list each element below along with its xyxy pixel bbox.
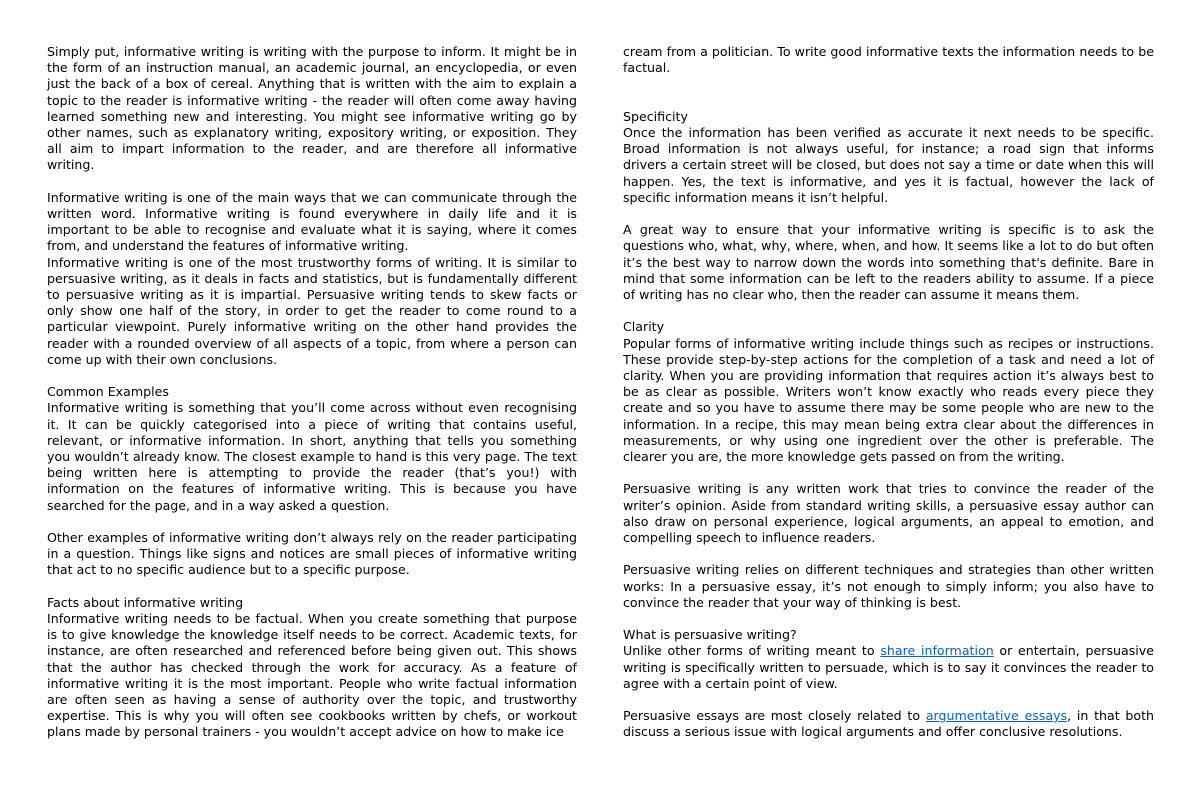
paragraph-gap [623,611,1154,627]
paragraph-informative-intro: Simply put, informative writing is writing with the purpose to inform. It might be in the form of an instruction manual, an academic journal, an encyclopedia, or even just the back of a box of cereal. Anything that is written with the aim to explain a topic to the reader is informative writing - the reader will often come away having learned something new and interesting. You might see informative writing go by other names, such as explanatory writing, expository writing, or exposition. They all aim to impart information to the reader, and are therefore all informative writing. [47,44,577,173]
paragraph-gap [47,514,577,530]
paragraph-gap [623,692,1154,708]
paragraph-gap [47,579,577,595]
heading-clarity: Clarity [623,319,665,335]
paragraph-communication: Informative writing is one of the main ways that we can communicate through the written word. Informative writing is found everywhere in daily life and it is important to be able to recognise and evaluate what it is saying, where it comes from, and understand the features of informative writing. [47,189,577,254]
paragraph-gap [623,465,1154,481]
text-span: or entertain, persuasive writing is specifically written to persuade, which is to say it convinces the reader to agree with a certain point of view. [623,643,1154,691]
paragraph-gap [623,303,1154,319]
paragraph-gap [623,546,1154,562]
share-information-link[interactable]: share information [880,643,994,659]
right-column [623,44,1154,741]
paragraph-gap [623,76,1154,108]
paragraph-common-examples: Informative writing is something that you’ll come across without even recognising it. It can be quickly categorised into a piece of writing that contains useful, relevant, or informative information. In short, anything that tells you something you wouldn’t already know. The closest example to hand is this very page. The text being written here is attempting to provide the reader (that’s you!) with information on the features of informative writing. This is because you have searched for the page, and in a way asked a question. [47,400,577,513]
paragraph-persuasive-techniques: Persuasive writing relies on different techniques and strategies than other written works: In a persuasive essay, it’s not enough to simply inform; you also have to convince the reader that your way of thinking is best. [623,562,1154,610]
paragraph-facts: Informative writing needs to be factual. When you create something that purpose is to give knowledge the knowledge itself needs to be correct. Academic texts, for instance, are often researched and referenced before being given out. This shows that the author has checked through the work for accuracy. As a feature of informative writing it is the most important. People who write factual information are often seen as having a sense of authority over the topic, and trustworthy expertise. This is why you will often see cookbooks written by chefs, or workout plans made by personal trainers - you wouldn’t accept advice on how to make ice [47,611,577,740]
heading-facts: Facts about informative writing [47,594,244,610]
paragraph-questions: A great way to ensure that your informative writing is specific is to ask the questions who, what, why, where, when, and how. It seems like a lot to do but often it’s the best way to narrow down the words into something that's definite. Bare in mind that some information can be left to the readers ability to assume. If a piece of writing has no clear who, then the reader can assume it means them. [623,222,1154,303]
text-span: , in that both discuss a serious issue with logical arguments and offer conclusive resolutions. [623,708,1155,740]
paragraph-gap [47,368,577,384]
paragraph-argumentative [623,708,1154,740]
paragraph-other-examples: Other examples of informative writing don’t always rely on the reader participating in a question. Things like signs and notices are small pieces of informative writing that act to no specific audience but to a specific purpose. [47,530,577,578]
text-span: Persuasive essays are most closely related to [623,708,926,724]
argumentative-essays-link[interactable]: argumentative essays [925,708,1068,724]
paragraph-clarity: Popular forms of informative writing include things such as recipes or instructions. These provide step-by-step actions for the completion of a task and need a lot of clarity. When you are providing information that requires action it’s always best to be as clear as possible. Writers won’t know exactly who reads every piece they create and so you have to assume there may be some people who are new to the information. In a recipe, this may mean being extra clear about the differences in measurements, or why using one ingredient over the other is preferable. The clearer you are, the more knowledge gets passed on from the writing. [623,335,1154,465]
text-span: Unlike other forms of writing meant to [623,643,881,659]
heading-common-examples: Common Examples [47,384,169,400]
paragraph-gap [623,206,1154,222]
left-column [47,44,577,741]
paragraph-continuation: cream from a politician. To write good informative texts the information needs to be factual. [623,44,1154,76]
paragraph-persuasive-purpose [623,643,1154,692]
paragraph-persuasive-definition: Persuasive writing is any written work that tries to convince the reader of the writer’s opinion. Aside from standard writing skills, a persuasive essay author can also draw on personal experience, logical arguments, an appeal to emotion, and compelling speech to influence readers. [623,481,1154,546]
paragraph-trustworthy: Informative writing is one of the most trustworthy forms of writing. It is similar to persuasive writing, as it deals in facts and statistics, but is fundamentally different to persuasive writing as it is impartial. Persuasive writing tends to skew facts or only show one half of the story, in order to get the reader to come round to a particular viewpoint. Purely informative writing on the other hand provides the reader with a rounded overview of all aspects of a topic, from where a person can come up with their own conclusions. [47,254,577,367]
heading-what-is-persuasive: What is persuasive writing? [623,627,797,643]
heading-specificity: Specificity [623,108,688,124]
paragraph-specificity: Once the information has been verified as accurate it next needs to be specific. Broad information is not always useful, for instance; a road sign that informs drivers a certain street will be closed, but does not say a time or date when this will happen. Yes, the text is informative, and yes it is factual, however the lack of specific information means it isn’t helpful. [623,125,1154,205]
paragraph-gap [47,174,577,190]
